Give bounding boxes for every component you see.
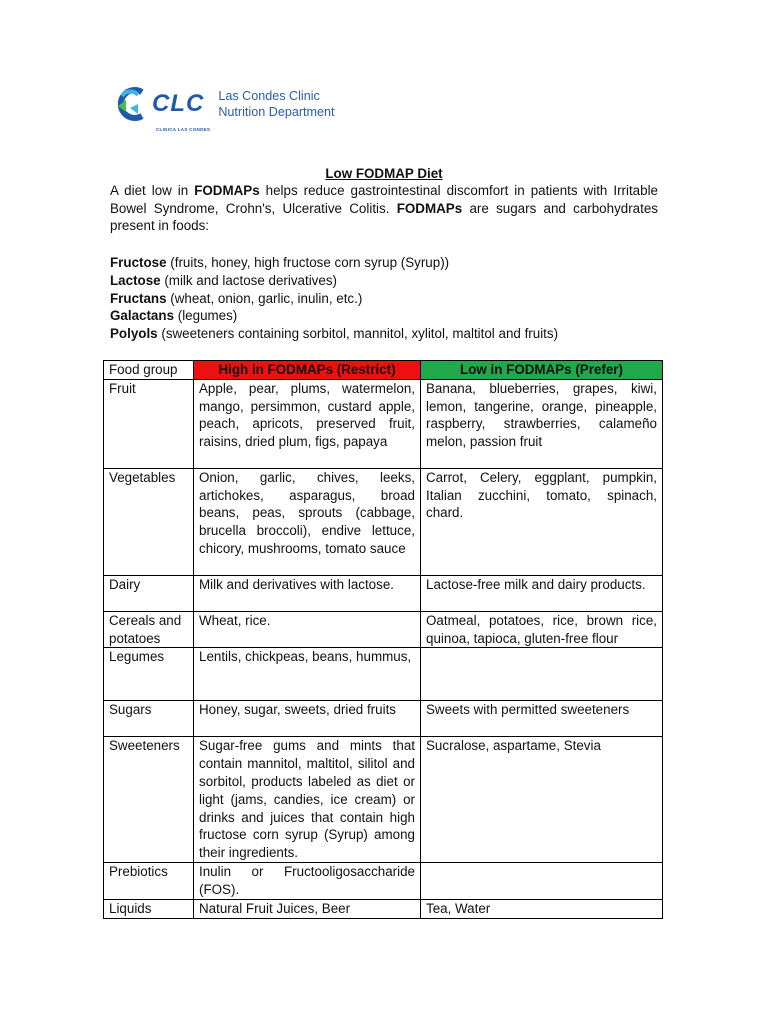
low-fodmap-cell: Tea, Water bbox=[421, 899, 663, 918]
header-low-fodmaps: Low in FODMAPs (Prefer) bbox=[421, 361, 663, 380]
food-group-cell: Fruit bbox=[104, 379, 194, 468]
table-row bbox=[104, 863, 663, 900]
table-header-row bbox=[104, 361, 663, 380]
high-fodmap-cell: Inulin or Fructooligosaccharide (FOS). bbox=[194, 863, 421, 900]
food-group-cell: Legumes bbox=[104, 648, 194, 701]
document-title: Low FODMAP Diet bbox=[325, 166, 443, 181]
category-name: Galactans bbox=[110, 308, 175, 324]
low-fodmap-cell: Sucralose, aspartame, Stevia bbox=[421, 737, 663, 863]
category-name: Fructans bbox=[110, 290, 167, 306]
clinic-header bbox=[112, 86, 335, 132]
table-row bbox=[104, 468, 663, 575]
high-fodmap-cell: Wheat, rice. bbox=[194, 611, 421, 648]
category-name: Fructose bbox=[110, 255, 167, 270]
category-desc: (legumes) bbox=[174, 308, 238, 324]
low-fodmap-cell: Oatmeal, potatoes, rice, brown rice, quinoa, tapioca, gluten-free flour bbox=[421, 611, 663, 648]
category-item bbox=[110, 272, 558, 290]
department-name: Nutrition Department bbox=[218, 105, 335, 119]
intro-text-3: are sugars and carbohydrates present in foods: bbox=[110, 200, 658, 234]
low-fodmap-cell: Sweets with permitted sweeteners bbox=[421, 701, 663, 737]
logo-text: CLC bbox=[152, 90, 205, 117]
table-row bbox=[104, 575, 663, 611]
category-item bbox=[110, 254, 558, 272]
fodmap-table bbox=[103, 360, 663, 919]
food-group-cell: Prebiotics bbox=[104, 863, 194, 900]
intro-text-2: helps reduce gastrointestinal discomfort in patients with Irritable Bowel Syndrome, Crohn's, Ulcerative Colitis. bbox=[110, 183, 658, 216]
category-desc: (milk and lactose derivatives) bbox=[160, 272, 337, 288]
table-row bbox=[104, 611, 663, 648]
category-name: Lactose bbox=[110, 272, 161, 288]
logo-subtext: CLINICA LAS CONDES bbox=[156, 127, 211, 132]
table-row bbox=[104, 737, 663, 863]
category-item bbox=[110, 290, 558, 308]
high-fodmap-cell: Sugar-free gums and mints that contain mannitol, maltitol, silitol and sorbitol, products labeled as diet or light (jams, candies, ice cream) or drinks and juices that contain high fructose corn syrup (Syrup) among their ingredients. bbox=[194, 737, 421, 863]
food-group-cell: Sweeteners bbox=[104, 737, 194, 863]
high-fodmap-cell: Honey, sugar, sweets, dried fruits bbox=[194, 701, 421, 737]
low-fodmap-cell: Banana, blueberries, grapes, kiwi, lemon, tangerine, orange, pineapple, raspberry, strawberries, calameño melon, passion fruit bbox=[421, 379, 663, 468]
low-fodmap-cell: Lactose-free milk and dairy products. bbox=[421, 575, 663, 611]
food-group-cell: Vegetables bbox=[104, 468, 194, 575]
high-fodmap-cell: Onion, garlic, chives, leeks, artichokes, asparagus, broad beans, peas, sprouts (cabbage, brucella broccoli), endive lettuce, chicory, mushrooms, tomato sauce bbox=[194, 468, 421, 575]
header-food-group: Food group bbox=[104, 361, 194, 380]
table-row bbox=[104, 379, 663, 468]
clinic-info bbox=[218, 88, 334, 120]
category-desc: (wheat, onion, garlic, inulin, etc.) bbox=[166, 290, 363, 306]
category-item bbox=[110, 307, 558, 325]
clinic-name: Las Condes Clinic bbox=[218, 89, 320, 103]
logo-wordmark bbox=[152, 90, 211, 132]
low-fodmap-cell: Carrot, Celery, eggplant, pumpkin, Italian zucchini, tomato, spinach, chard. bbox=[421, 468, 663, 575]
table-row bbox=[104, 899, 663, 918]
intro-text-1: A diet low in bbox=[110, 183, 195, 198]
intro-fodmaps-2: FODMAPs bbox=[396, 200, 463, 216]
food-group-cell: Dairy bbox=[104, 575, 194, 611]
low-fodmap-cell bbox=[421, 648, 663, 701]
category-item bbox=[110, 325, 558, 343]
category-name: Polyols bbox=[110, 326, 158, 342]
category-desc: (fruits, honey, high fructose corn syrup (Syrup)) bbox=[166, 255, 450, 270]
clinic-logo-icon bbox=[112, 86, 150, 122]
food-group-cell: Cereals and potatoes bbox=[104, 611, 194, 648]
food-group-cell: Liquids bbox=[104, 899, 194, 918]
category-desc: (sweeteners containing sorbitol, mannitol, xylitol, maltitol and fruits) bbox=[157, 326, 559, 342]
high-fodmap-cell: Apple, pear, plums, watermelon, mango, persimmon, custard apple, peach, apricots, preserved fruit, raisins, dried plum, figs, papaya bbox=[194, 379, 421, 468]
food-group-cell: Sugars bbox=[104, 701, 194, 737]
low-fodmap-cell bbox=[421, 863, 663, 900]
header-high-fodmaps: High in FODMAPs (Restrict) bbox=[194, 361, 421, 380]
table-row bbox=[104, 701, 663, 737]
table-row bbox=[104, 648, 663, 701]
high-fodmap-cell: Milk and derivatives with lactose. bbox=[194, 575, 421, 611]
intro-paragraph bbox=[110, 182, 658, 235]
intro-fodmaps-1: FODMAPs bbox=[194, 183, 260, 198]
high-fodmap-cell: Natural Fruit Juices, Beer bbox=[194, 899, 421, 918]
high-fodmap-cell: Lentils, chickpeas, beans, hummus, bbox=[194, 648, 421, 701]
fodmap-category-list bbox=[110, 254, 558, 343]
